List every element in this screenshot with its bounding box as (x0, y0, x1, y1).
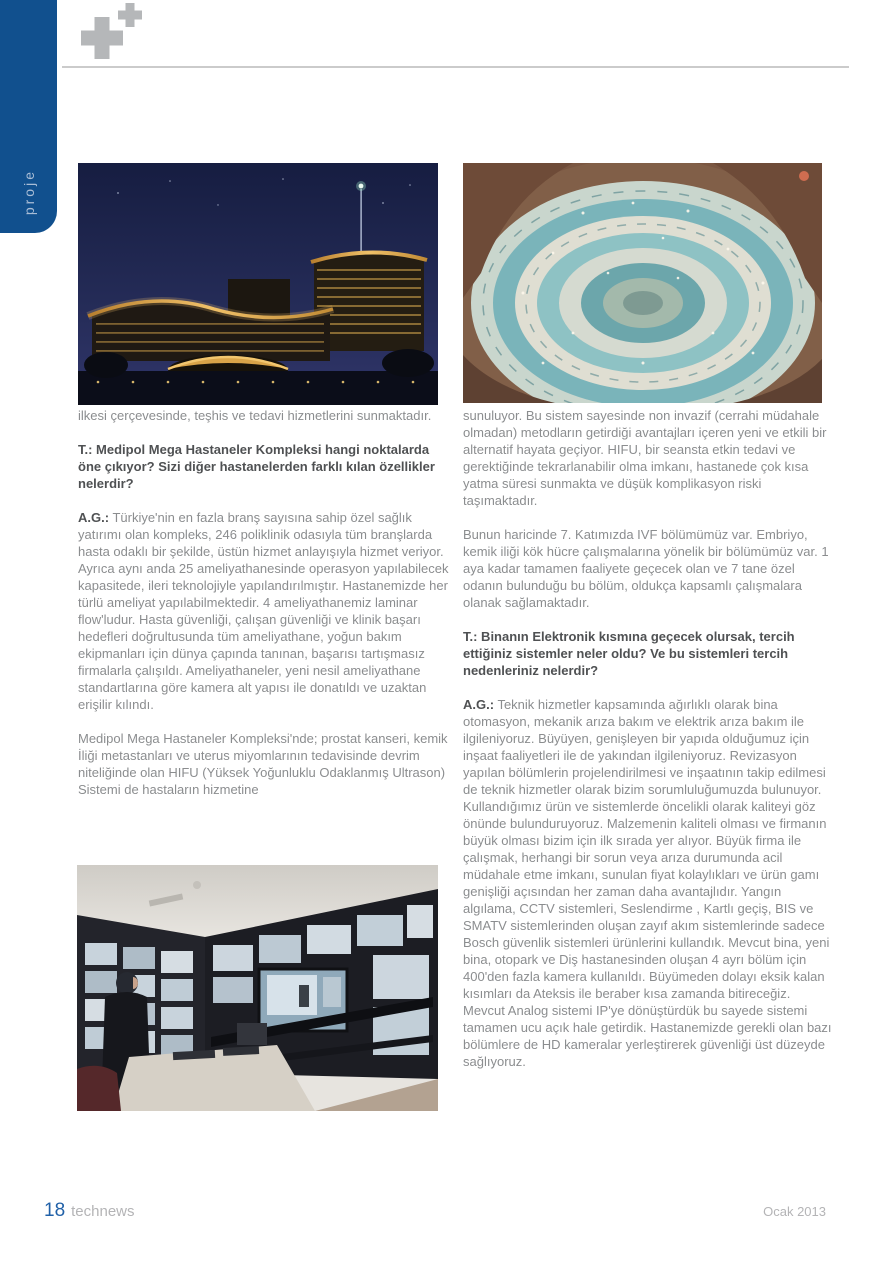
ivf-paragraph: Bunun haricinde 7. Katımızda IVF bölümümüz var. Embriyo, kemik iliği kök hücre çalışmalarına yönelik bir bölümümüz var. 1 aya kadar tamamen faaliyete geçecek olan ve 7 tane özel odanın bulunduğu bu bölüm, oldukça kapsamlı çalışmalara olanak sağlamaktadır. (463, 527, 829, 610)
hospital-building-night-svg (78, 163, 438, 405)
question-1-paragraph: T.: Medipol Mega Hastaneler Kompleksi hangi noktalarda öne çıkıyor? Sizi diğer hastanelerden farklı kılan özellikler nelerdir? (78, 442, 435, 491)
medical-cross-logo-svg (81, 3, 145, 61)
article-left-column (78, 407, 450, 815)
footer-left (44, 1200, 135, 1222)
hifu-paragraph: Medipol Mega Hastaneler Kompleksi'nde; prostat kanseri, kemik İliği metastanları ve uterus miyomlarının tedavisinde devrim niteliğinde olan HIFU (Yüksek Yoğunluklu Odaklanmış Ultrason) Sistemi de hastaların hizmetine (78, 731, 448, 797)
sidebar-tab-label: proje (20, 168, 37, 215)
hospital-atrium-svg (463, 163, 822, 403)
magazine-name: technews (71, 1203, 135, 1220)
intro-paragraph: ilkesi çerçevesinde, teşhis ve tedavi hizmetlerini sunmaktadır. (78, 408, 432, 423)
hifu-continued-paragraph: sunuluyor. Bu sistem sayesinde non invazif (cerrahi müdahale olmadan) metodların getirdiği avantajları içeren yeni ve etkili bir alternatif hayata geçiyor. HIFU, bir seansta etkin tedavi ve gerektiğinde tekrarlanabilir olma imkanı, hastanede çok kısa yatma süresi sunmakta ve düşük komplikasyon riski taşımaktadır. (463, 408, 827, 508)
medical-cross-logo-icon (81, 3, 145, 61)
cctv-control-room-photo (77, 865, 438, 1111)
answer-2-body: Teknik hizmetler kapsamında ağırlıklı olarak bina otomasyon, mekanik arıza bakım ve elektrik arıza bakım ile ilgileniyoruz. Büyüyen, genişleyen bir yapıda olduğumuz için inşaat faaliyetleri ile de yakından ilgileniyoruz. Revizasyon yapılan bölümlerin projelendirilmesi ve inşaatının takip edilmesi de teknik hizmetler olarak bizim sorumluluğumuzda bulunuyor. Kullandığımız ürün ve sistemlerde öncelikli olarak kaliteyi göz önünde bulunduruyoruz. Malzemenin kaliteli olması ve firmanın büyük olması bizim için ilk sırada yer alıyor. Büyük firma ile çalışmak, herhangi bir sorun veya arıza durumunda acil müdahale etme imkanı, sunulan fiyat kolaylıkları ve ürün gamı genişliği açısından her zaman daha avantajlıdır. Yangın algılama, CCTV sistemleri, Seslendirme , Kartlı geçiş, BIS ve SMATV sistemlerinden oluşan zayıf akım sistemlerinde sadece Bosch güvenlik sistemleri ürünlerini kullandık. Mevcut bina, yeni bina, otopark ve Diş hastanesinden oluşan 4 ayrı bölüm için 400'den fazla kamera kullanıldı. Büyümeden dolayı eksik kalan kısımları da Ateksis ile beraber kısa zamanda bitireceğiz. Mevcut Analog sistemi IP'ye dönüştürdük bu sayede sistemi tamamen ucu açık hale getirdik. Hastanemizde gerekli olan bazı bölümlere de HD kameralar yerleştirerek güvenliği üst düzeyde sağlıyoruz. (463, 697, 832, 1069)
answer-2-prefix: A.G.: (463, 697, 495, 712)
issue-date: Ocak 2013 (763, 1204, 826, 1219)
sidebar-tab-proje (0, 0, 57, 233)
cctv-control-room-svg (77, 865, 438, 1111)
hospital-atrium-ceiling-photo (463, 163, 822, 403)
page-number: 18 (44, 1200, 66, 1221)
answer-2-paragraph (463, 696, 835, 1070)
hospital-building-night-photo (78, 163, 438, 405)
answer-1-paragraph (78, 509, 450, 713)
article-right-column (463, 407, 835, 1087)
answer-1-body: Türkiye'nin en fazla branş sayısına sahip özel sağlık yatırımı olan kompleks, 246 poliklinik odasıyla tüm branşlarda hasta odaklı bir şekilde, üstün hizmet anlayışıyla hizmet veriyor. Ayrıca aynı anda 25 ameliyathanesinde operasyon yapılabilecek kapasitede, ileri teknolojiyle yapılandırılmıştır. Hastanemizde her türlü ameliyat yapılabilmektedir. 4 ameliyathanemiz laminar flow'ludur. Hasta güvenliği, çalışan güvenliği ve klinik başarı hedefleri doğrultusunda tüm ameliyathane, yoğun bakım ekipmanları için dünya çapında tanınan, başarısı tartışmasız firmalarla çalışıldı. Ameliyathaneler, yeni nesil ameliyathane standartlarına göre kamera alt yapısı ile donatıldı ve uzaktan erişilir kılındı. (78, 510, 449, 712)
answer-1-prefix: A.G.: (78, 510, 110, 525)
question-2-paragraph: T.: Binanın Elektronik kısmına geçecek olursak, tercih ettiğiniz sistemler neler oldu? Ve bu sistemleri tercih nedenleriniz nelerdir? (463, 629, 795, 678)
header-divider (62, 66, 849, 68)
